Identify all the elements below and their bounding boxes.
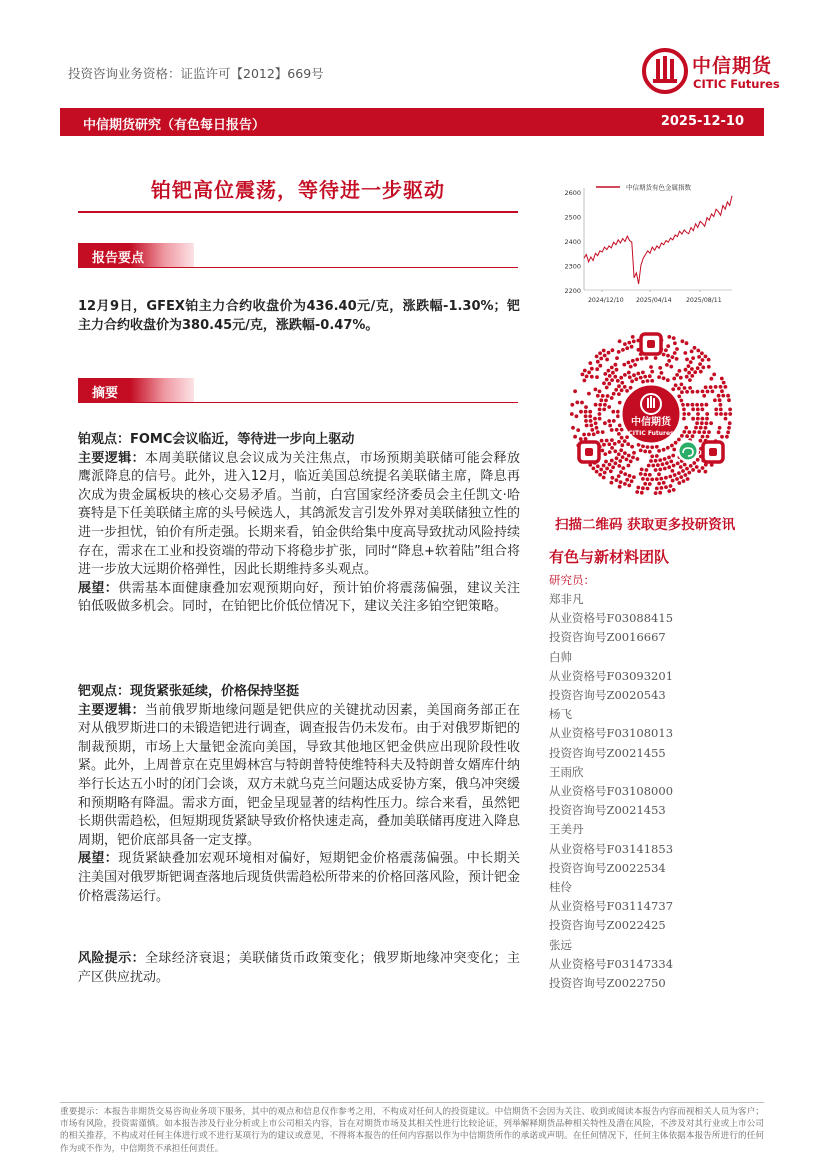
chart-y-tick-label: 2200 [564,287,581,295]
palladium-section [78,683,520,906]
index-line-chart [556,178,740,316]
palladium-logic-label: 主要逻辑： [78,702,146,718]
chart-x-tick-label: 2025/04/14 [636,297,672,304]
team-member-advisory: 投资咨询号Z0022534 [549,860,666,875]
qr-emblem-bar [647,398,649,408]
team-member-advisory: 投资咨询号Z0021453 [549,803,666,818]
chart-x-tick-label: 2025/08/11 [686,297,722,304]
key-points-header [78,243,518,268]
summary-label: 摘要 [92,386,119,401]
palladium-heading: 钯观点：现货紧张延续，价格保持坚挺 [78,684,300,699]
report-title: 铂钯高位震荡，等待进一步驱动 [151,178,445,202]
logo-en-text: CITIC Futures [693,77,780,91]
mini-program-icon [680,443,697,460]
qr-caption: 扫描二维码 获取更多投研资讯 [555,517,736,533]
team-member-name: 张远 [549,937,572,952]
researcher-role-label: 研究员： [549,573,595,587]
platinum-logic-label: 主要逻辑： [78,450,146,466]
qr-emblem-bar [653,398,655,408]
team-member-name: 王雨欣 [549,764,584,779]
qr-finder-dot-2 [585,448,593,456]
platinum-heading: 铂观点：FOMC会议临近，等待进一步向上驱动 [78,432,355,447]
team-member-license: 从业资格号F03114737 [549,899,674,914]
qr-brand-cn: 中信期货 [631,417,671,428]
qr-finder-dot-1 [647,340,655,348]
report-series-label: 中信期货研究（有色每日报告） [83,118,266,133]
risk-text: 全球经济衰退；美联储货币政策变化；俄罗斯地缘冲突变化；主产区供应扰动。 [78,951,520,985]
team-member-advisory: 投资咨询号Z0022750 [549,976,666,991]
palladium-logic-text: 当前俄罗斯地缘问题是钯供应的关键扰动因素，美国商务部正在对从俄罗斯进口的未锻造钯进行调查，调查报告仍未发布。由于对俄罗斯钯的制裁预期，市场上大量钯金流向美国，导致其他地区钯金供应出现阶段性收紧。此外，上周普京在克里姆林宫与特朗普特使维特科夫及特朗普女婿库什纳举行长达五小时的闭门会谈，双方未就乌克兰问题达成妥协方案，俄乌冲突缓和预期略有降温。需求方面，钯金呈现显著的结构性压力。综合来看，虽然钯长期供需趋松，但短期现货紧缺导致价格快速走高，叠加美联储再度进入降息周期，钯价底部具备一定支撑。 [78,702,521,848]
palladium-outlook-label: 展望： [78,851,119,867]
summary-header [78,378,518,403]
team-member-license: 从业资格号F03147334 [549,956,674,971]
palladium-outlook-text: 现货紧缺叠加宏观环境相对偏好，短期钯金价格震荡偏强。中长期关注美国对俄罗斯钯调查落地后现货供需趋松所带来的价格回落风险，预计钯金价格震荡运行。 [78,851,521,904]
team-member-name: 郑非凡 [549,592,584,606]
chart-legend-label: 中信期货有色金属指数 [626,183,691,192]
platinum-outlook-label: 展望： [78,580,119,596]
footer-divider [60,1102,764,1103]
team-title: 有色与新材料团队 [549,548,670,566]
platinum-logic-text: 本周美联储议息会议成为关注焦点，市场预期美联储可能会释放鹰派降息的信号。此外，进入12月，临近美国总统提名美联储主席，降息再次成为贵金属板块的核心交易矛盾。当前，白宫国家经济委员会主任凯文·哈赛特是下任美联储主席的头号候选人，其鸽派发言引发外界对美联储独立性的进一步担忧，铂价有所走强。长期来看，铂金供给集中度高导致扰动风险持续存在，需求在工业和投资端的带动下将稳步扩张，同时“降息+软着陆”组合将进一步放大远期价格弹性，因此长期维持多头观点。 [78,450,521,578]
team-member-name: 桂伶 [549,880,572,895]
team-member-name: 白帅 [549,649,572,664]
citic-emblem-icon [642,48,688,94]
team-member-license: 从业资格号F03093201 [549,668,674,683]
chart-y-tick-label: 2600 [564,189,581,197]
team-member-license: 从业资格号F03141853 [549,841,674,856]
disclaimer-text: 重要提示：本报告非期货交易咨询业务项下服务，其中的观点和信息仅作参考之用，不构成对任何人的投资建议。中信期货不会因为关注、收到或阅读本报告内容而视相关人员为客户；市场有风险，投资需谨慎。如本报告涉及行业分析或上市公司相关内容，旨在对期货市场及其相关性进行比较论证，列举解释期货品种相关特性及潜在风险，不涉及对其行业或上市公司的相关推荐，不构成对任何主体进行或不进行某项行为的建议或意见，不得将本报告的任何内容据以作为中信期货所作的承诺或声明。在任何情况下，任何主体依据本报告所进行的任何作为或不作为，中信期货不承担任何责任。 [60,1107,764,1154]
report-banner [60,108,764,136]
qr-code[interactable] [567,330,735,498]
qualification-text: 投资咨询业务资格：证监许可【2012】669号 [68,66,324,81]
citic-futures-logo [642,48,804,98]
team-member-advisory: 投资咨询号Z0016667 [549,630,666,645]
team-member-license: 从业资格号F03088415 [549,611,674,626]
chart-y-tick-label: 2400 [564,238,581,246]
team-member-advisory: 投资咨询号Z0021455 [549,745,666,760]
chart-y-tick-label: 2300 [564,262,581,271]
risk-label: 风险提示： [78,951,146,966]
platinum-outlook-text: 供需基本面健康叠加宏观预期向好，预计铂价将震荡偏强，建议关注铂低吸做多机会。同时，在铂钯比价低位情况下，建议关注多铂空钯策略。 [78,580,520,615]
chart-series-line [584,196,732,284]
team-member-license: 从业资格号F03108000 [549,784,674,799]
qr-emblem-bar [650,396,652,408]
team-member-license: 从业资格号F03108013 [549,726,674,741]
qr-brand-en: CITIC Futures [628,430,674,437]
logo-cn-text: 中信期货 [692,55,773,77]
team-member-name: 王美丹 [549,822,584,837]
qr-finder-dot-3 [709,448,717,456]
chart-y-tick-label: 2500 [564,213,581,222]
team-member-advisory: 投资咨询号Z0022425 [549,918,666,933]
chart-x-tick-label: 2024/12/10 [588,297,624,304]
team-list [549,571,739,993]
key-points-text: 12月9日，GFEX铂主力合约收盘价为436.40元/克，涨跌幅-1.30%；钯主力合约收盘价为380.45元/克，涨跌幅-0.47%。 [78,299,520,333]
risk-section [78,950,520,987]
key-points-label: 报告要点 [92,251,145,266]
platinum-section [78,431,520,617]
team-member-name: 杨飞 [549,707,572,722]
team-member-advisory: 投资咨询号Z0020543 [549,688,666,703]
report-date: 2025-12-10 [660,114,744,129]
title-divider [78,211,518,213]
